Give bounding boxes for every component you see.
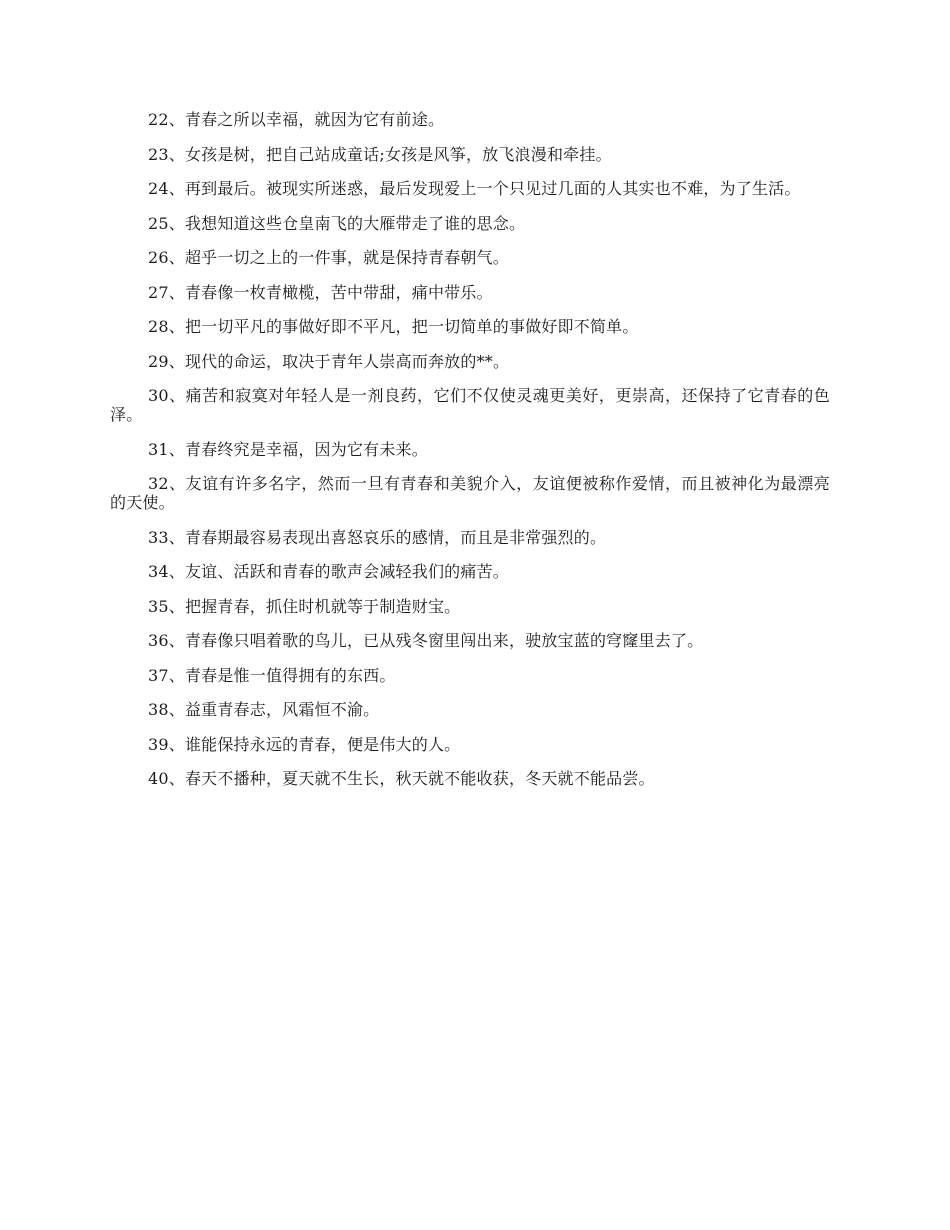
list-item: 40、春天不播种，夏天就不生长，秋天就不能收获，冬天就不能品尝。 [148,769,655,788]
list-item: 23、女孩是树，把自己站成童话;女孩是风筝，放飞浪漫和牵挂。 [148,144,612,164]
list-item: 30、痛苦和寂寞对年轻人是一剂良药，它们不仅使灵魂更美好，更崇高，还保持了它青春的色泽。 [110,386,830,424]
list-item: 25、我想知道这些仓皇南飞的大雁带走了谁的思念。 [148,213,526,233]
list-item: 37、青春是惟一值得拥有的东西。 [148,665,396,685]
list-item: 38、益重青春志，风霜恒不渝。 [148,700,380,719]
list-item: 22、青春之所以幸福，就因为它有前途。 [148,110,445,129]
list-item: 24、再到最后。被现实所迷惑，最后发现爱上一个只见过几面的人其实也不难，为了生活。 [148,179,801,198]
list-item: 32、友谊有许多名字，然而一旦有青春和美貌介入，友谊便被称作爱情，而且被神化为最漂亮的天使。 [110,474,830,512]
list-item: 36、青春像只唱着歌的鸟儿，已从残冬窗里闯出来，驶放宝蓝的穹窿里去了。 [148,631,704,650]
list-item: 26、超乎一切之上的一件事，就是保持青春朝气。 [148,248,509,267]
list-item: 35、把握青春，抓住时机就等于制造财宝。 [148,596,461,616]
document-page [110,110,830,804]
list-item: 27、青春像一枚青橄榄，苦中带甜，痛中带乐。 [148,282,493,302]
list-item: 28、把一切平凡的事做好即不平凡，把一切简单的事做好即不简单。 [148,317,639,336]
list-item: 33、青春期最容易表现出喜怒哀乐的感情，而且是非常强烈的。 [148,527,607,547]
list-item: 39、谁能保持永远的青春，便是伟大的人。 [148,734,461,754]
list-item: 34、友谊、活跃和青春的歌声会减轻我们的痛苦。 [148,562,509,581]
list-item: 31、青春终究是幸福，因为它有未来。 [148,439,428,459]
list-item: 29、现代的命运，取决于青年人崇高而奔放的**。 [148,351,510,371]
